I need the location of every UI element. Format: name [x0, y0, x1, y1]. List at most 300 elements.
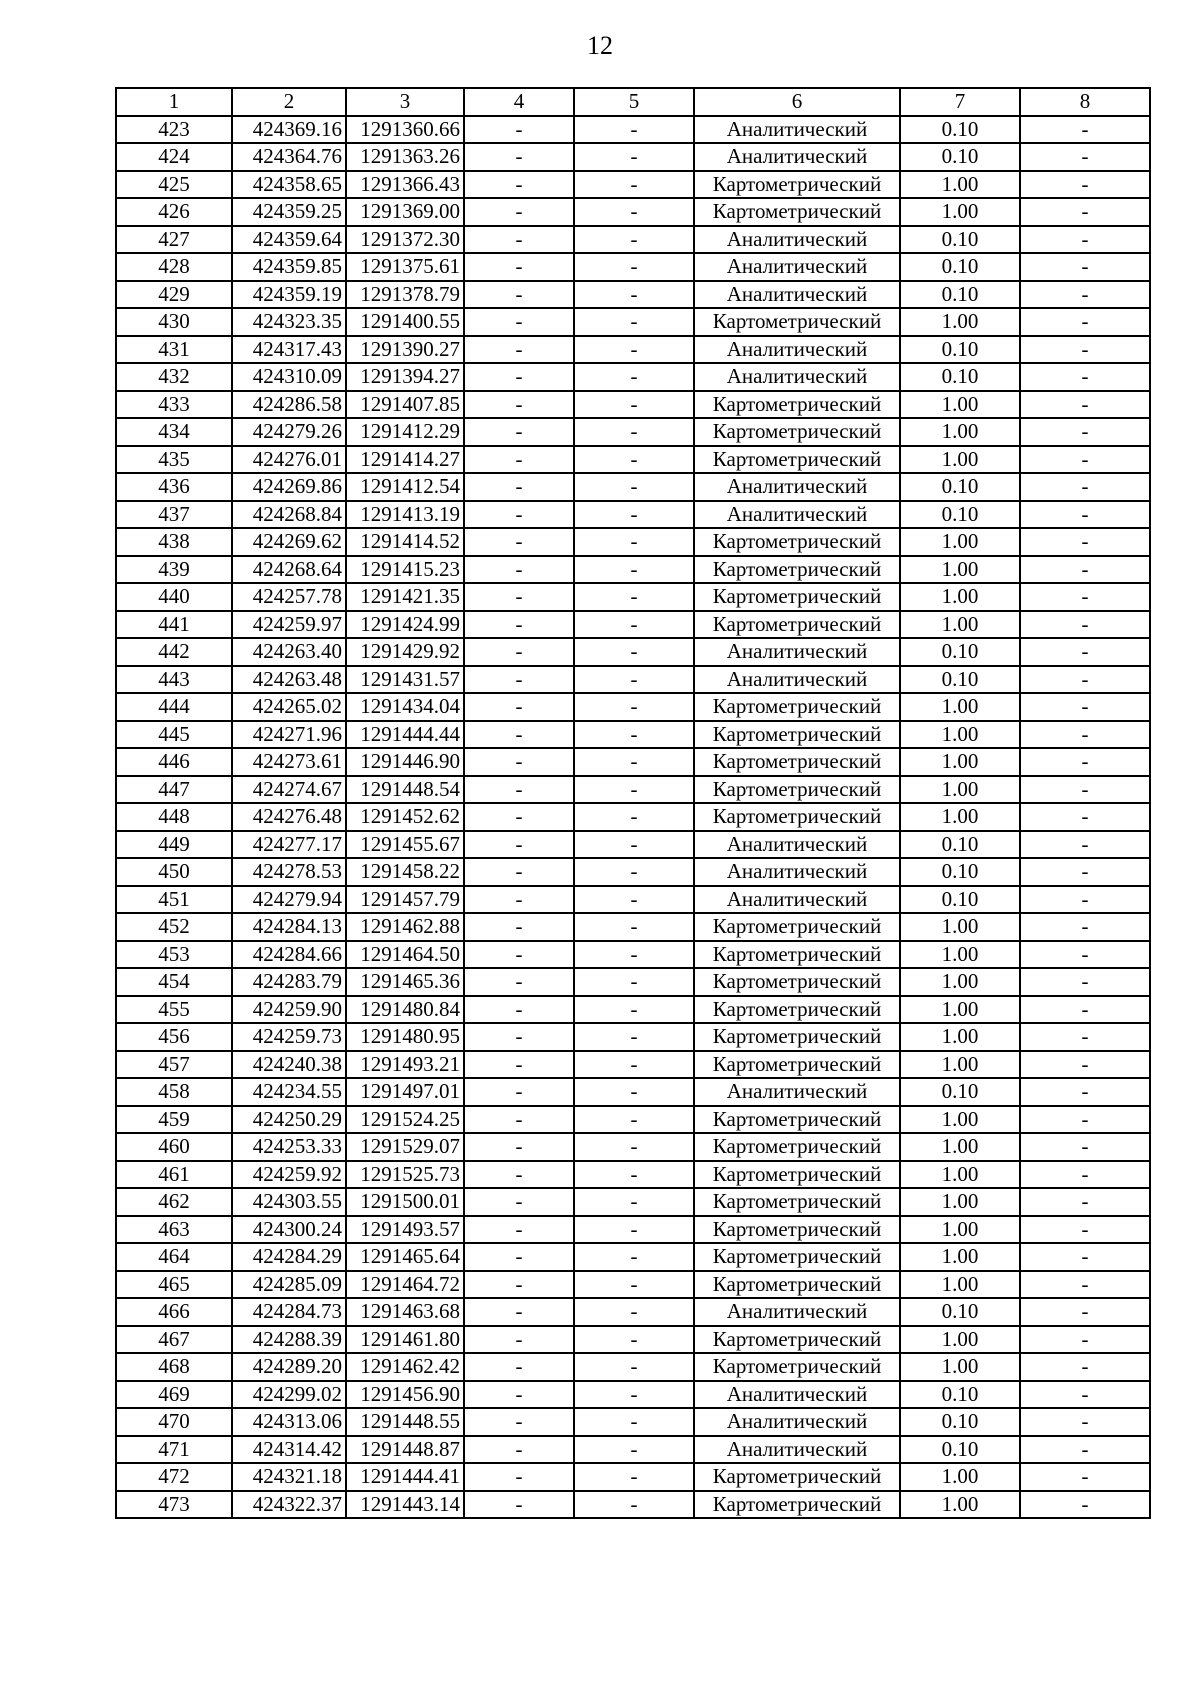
col4-cell: - [464, 858, 574, 886]
col4-cell: - [464, 446, 574, 474]
x-coordinate-cell: 424286.58 [232, 391, 346, 419]
table-row [116, 1491, 1150, 1519]
accuracy-cell: 1.00 [900, 748, 1020, 776]
col4-cell: - [464, 143, 574, 171]
col5-cell: - [574, 446, 694, 474]
x-coordinate-cell: 424300.24 [232, 1216, 346, 1244]
y-coordinate-cell: 1291500.01 [346, 1188, 464, 1216]
accuracy-cell: 0.10 [900, 501, 1020, 529]
accuracy-cell: 1.00 [900, 528, 1020, 556]
table-row [116, 1023, 1150, 1051]
point-number-cell: 439 [116, 556, 232, 584]
accuracy-cell: 1.00 [900, 996, 1020, 1024]
point-number-cell: 424 [116, 143, 232, 171]
col4-cell: - [464, 253, 574, 281]
col8-cell: - [1020, 391, 1150, 419]
method-cell: Картометрический [694, 1161, 900, 1189]
y-coordinate-cell: 1291434.04 [346, 693, 464, 721]
col8-cell: - [1020, 1051, 1150, 1079]
col4-cell: - [464, 1216, 574, 1244]
method-cell: Аналитический [694, 858, 900, 886]
col8-cell: - [1020, 473, 1150, 501]
col4-cell: - [464, 776, 574, 804]
y-coordinate-cell: 1291461.80 [346, 1326, 464, 1354]
y-coordinate-cell: 1291412.29 [346, 418, 464, 446]
col4-cell: - [464, 748, 574, 776]
col8-cell: - [1020, 996, 1150, 1024]
table-row [116, 968, 1150, 996]
method-cell: Аналитический [694, 831, 900, 859]
accuracy-cell: 1.00 [900, 1023, 1020, 1051]
table-row [116, 1188, 1150, 1216]
x-coordinate-cell: 424317.43 [232, 336, 346, 364]
col5-cell: - [574, 1353, 694, 1381]
x-coordinate-cell: 424259.92 [232, 1161, 346, 1189]
point-number-cell: 446 [116, 748, 232, 776]
col4-cell: - [464, 1161, 574, 1189]
y-coordinate-cell: 1291414.52 [346, 528, 464, 556]
y-coordinate-cell: 1291525.73 [346, 1161, 464, 1189]
point-number-cell: 427 [116, 226, 232, 254]
method-cell: Аналитический [694, 281, 900, 309]
col8-cell: - [1020, 941, 1150, 969]
method-cell: Аналитический [694, 1408, 900, 1436]
table-row [116, 776, 1150, 804]
col5-cell: - [574, 253, 694, 281]
point-number-cell: 451 [116, 886, 232, 914]
col8-cell: - [1020, 1298, 1150, 1326]
table-row [116, 913, 1150, 941]
point-number-cell: 471 [116, 1436, 232, 1464]
table-row [116, 528, 1150, 556]
col4-cell: - [464, 1051, 574, 1079]
point-number-cell: 457 [116, 1051, 232, 1079]
accuracy-cell: 1.00 [900, 803, 1020, 831]
accuracy-cell: 1.00 [900, 583, 1020, 611]
accuracy-cell: 0.10 [900, 363, 1020, 391]
point-number-cell: 440 [116, 583, 232, 611]
point-number-cell: 467 [116, 1326, 232, 1354]
page-number: 12 [587, 31, 613, 60]
col4-cell: - [464, 941, 574, 969]
x-coordinate-cell: 424257.78 [232, 583, 346, 611]
col8-cell: - [1020, 1216, 1150, 1244]
method-cell: Картометрический [694, 1271, 900, 1299]
col4-cell: - [464, 1408, 574, 1436]
method-cell: Картометрический [694, 1133, 900, 1161]
accuracy-cell: 0.10 [900, 253, 1020, 281]
point-number-cell: 462 [116, 1188, 232, 1216]
col4-cell: - [464, 1463, 574, 1491]
table-row [116, 446, 1150, 474]
y-coordinate-cell: 1291400.55 [346, 308, 464, 336]
col5-cell: - [574, 363, 694, 391]
table-row [116, 1243, 1150, 1271]
method-cell: Аналитический [694, 253, 900, 281]
accuracy-cell: 0.10 [900, 1436, 1020, 1464]
coordinates-table [115, 87, 1151, 1519]
col4-cell: - [464, 611, 574, 639]
col5-cell: - [574, 1271, 694, 1299]
method-cell: Картометрический [694, 583, 900, 611]
col4-cell: - [464, 1436, 574, 1464]
y-coordinate-cell: 1291414.27 [346, 446, 464, 474]
accuracy-cell: 0.10 [900, 143, 1020, 171]
col5-cell: - [574, 776, 694, 804]
col8-cell: - [1020, 1353, 1150, 1381]
x-coordinate-cell: 424288.39 [232, 1326, 346, 1354]
col5-cell: - [574, 473, 694, 501]
accuracy-cell: 1.00 [900, 1133, 1020, 1161]
point-number-cell: 425 [116, 171, 232, 199]
point-number-cell: 448 [116, 803, 232, 831]
col8-cell: - [1020, 776, 1150, 804]
point-number-cell: 452 [116, 913, 232, 941]
col4-cell: - [464, 1491, 574, 1519]
point-number-cell: 460 [116, 1133, 232, 1161]
col5-cell: - [574, 1051, 694, 1079]
point-number-cell: 437 [116, 501, 232, 529]
point-number-cell: 465 [116, 1271, 232, 1299]
col5-cell: - [574, 198, 694, 226]
col4-cell: - [464, 116, 574, 144]
column-header-2: 2 [232, 88, 346, 116]
table-row [116, 336, 1150, 364]
x-coordinate-cell: 424283.79 [232, 968, 346, 996]
point-number-cell: 433 [116, 391, 232, 419]
point-number-cell: 445 [116, 721, 232, 749]
column-header-7: 7 [900, 88, 1020, 116]
col8-cell: - [1020, 446, 1150, 474]
accuracy-cell: 0.10 [900, 638, 1020, 666]
col5-cell: - [574, 721, 694, 749]
table-row [116, 1463, 1150, 1491]
col4-cell: - [464, 281, 574, 309]
point-number-cell: 473 [116, 1491, 232, 1519]
col4-cell: - [464, 1243, 574, 1271]
col4-cell: - [464, 501, 574, 529]
table-row [116, 226, 1150, 254]
col5-cell: - [574, 528, 694, 556]
accuracy-cell: 1.00 [900, 968, 1020, 996]
table-row [116, 1106, 1150, 1134]
col8-cell: - [1020, 611, 1150, 639]
x-coordinate-cell: 424276.01 [232, 446, 346, 474]
col8-cell: - [1020, 308, 1150, 336]
table-row [116, 1408, 1150, 1436]
y-coordinate-cell: 1291456.90 [346, 1381, 464, 1409]
point-number-cell: 463 [116, 1216, 232, 1244]
col4-cell: - [464, 528, 574, 556]
table-row [116, 281, 1150, 309]
x-coordinate-cell: 424240.38 [232, 1051, 346, 1079]
col5-cell: - [574, 1298, 694, 1326]
table-row [116, 1133, 1150, 1161]
x-coordinate-cell: 424271.96 [232, 721, 346, 749]
y-coordinate-cell: 1291360.66 [346, 116, 464, 144]
col8-cell: - [1020, 198, 1150, 226]
point-number-cell: 443 [116, 666, 232, 694]
method-cell: Аналитический [694, 116, 900, 144]
method-cell: Аналитический [694, 226, 900, 254]
point-number-cell: 432 [116, 363, 232, 391]
method-cell: Аналитический [694, 1381, 900, 1409]
accuracy-cell: 0.10 [900, 831, 1020, 859]
point-number-cell: 454 [116, 968, 232, 996]
col5-cell: - [574, 171, 694, 199]
y-coordinate-cell: 1291448.55 [346, 1408, 464, 1436]
accuracy-cell: 0.10 [900, 1381, 1020, 1409]
col8-cell: - [1020, 1463, 1150, 1491]
table-body [116, 88, 1150, 1518]
y-coordinate-cell: 1291429.92 [346, 638, 464, 666]
accuracy-cell: 1.00 [900, 1353, 1020, 1381]
y-coordinate-cell: 1291452.62 [346, 803, 464, 831]
method-cell: Картометрический [694, 198, 900, 226]
col8-cell: - [1020, 913, 1150, 941]
method-cell: Картометрический [694, 1243, 900, 1271]
y-coordinate-cell: 1291480.95 [346, 1023, 464, 1051]
table-row [116, 831, 1150, 859]
col8-cell: - [1020, 1436, 1150, 1464]
y-coordinate-cell: 1291464.72 [346, 1271, 464, 1299]
method-cell: Картометрический [694, 996, 900, 1024]
accuracy-cell: 1.00 [900, 1243, 1020, 1271]
accuracy-cell: 1.00 [900, 198, 1020, 226]
table-row [116, 996, 1150, 1024]
col5-cell: - [574, 1326, 694, 1354]
method-cell: Картометрический [694, 556, 900, 584]
col4-cell: - [464, 418, 574, 446]
x-coordinate-cell: 424268.84 [232, 501, 346, 529]
y-coordinate-cell: 1291464.50 [346, 941, 464, 969]
point-number-cell: 455 [116, 996, 232, 1024]
col4-cell: - [464, 666, 574, 694]
col5-cell: - [574, 913, 694, 941]
accuracy-cell: 1.00 [900, 171, 1020, 199]
y-coordinate-cell: 1291369.00 [346, 198, 464, 226]
accuracy-cell: 1.00 [900, 1106, 1020, 1134]
table-row [116, 253, 1150, 281]
accuracy-cell: 0.10 [900, 666, 1020, 694]
accuracy-cell: 1.00 [900, 941, 1020, 969]
y-coordinate-cell: 1291415.23 [346, 556, 464, 584]
column-header-3: 3 [346, 88, 464, 116]
table-row [116, 803, 1150, 831]
table-row [116, 941, 1150, 969]
table-row [116, 583, 1150, 611]
x-coordinate-cell: 424250.29 [232, 1106, 346, 1134]
y-coordinate-cell: 1291378.79 [346, 281, 464, 309]
point-number-cell: 442 [116, 638, 232, 666]
col4-cell: - [464, 968, 574, 996]
y-coordinate-cell: 1291455.67 [346, 831, 464, 859]
y-coordinate-cell: 1291424.99 [346, 611, 464, 639]
point-number-cell: 434 [116, 418, 232, 446]
col5-cell: - [574, 1381, 694, 1409]
y-coordinate-cell: 1291443.14 [346, 1491, 464, 1519]
y-coordinate-cell: 1291465.36 [346, 968, 464, 996]
table-row [116, 721, 1150, 749]
x-coordinate-cell: 424289.20 [232, 1353, 346, 1381]
col8-cell: - [1020, 666, 1150, 694]
table-row [116, 1381, 1150, 1409]
method-cell: Картометрический [694, 1353, 900, 1381]
col8-cell: - [1020, 1271, 1150, 1299]
col8-cell: - [1020, 1491, 1150, 1519]
method-cell: Картометрический [694, 721, 900, 749]
col5-cell: - [574, 886, 694, 914]
col5-cell: - [574, 941, 694, 969]
x-coordinate-cell: 424323.35 [232, 308, 346, 336]
y-coordinate-cell: 1291493.21 [346, 1051, 464, 1079]
y-coordinate-cell: 1291497.01 [346, 1078, 464, 1106]
col5-cell: - [574, 1188, 694, 1216]
col8-cell: - [1020, 1161, 1150, 1189]
y-coordinate-cell: 1291529.07 [346, 1133, 464, 1161]
table-row [116, 611, 1150, 639]
x-coordinate-cell: 424369.16 [232, 116, 346, 144]
y-coordinate-cell: 1291462.42 [346, 1353, 464, 1381]
y-coordinate-cell: 1291444.41 [346, 1463, 464, 1491]
col4-cell: - [464, 1133, 574, 1161]
x-coordinate-cell: 424359.64 [232, 226, 346, 254]
col8-cell: - [1020, 556, 1150, 584]
x-coordinate-cell: 424234.55 [232, 1078, 346, 1106]
method-cell: Картометрический [694, 171, 900, 199]
col4-cell: - [464, 1381, 574, 1409]
table-row [116, 1078, 1150, 1106]
col8-cell: - [1020, 1133, 1150, 1161]
accuracy-cell: 0.10 [900, 886, 1020, 914]
method-cell: Картометрический [694, 528, 900, 556]
accuracy-cell: 1.00 [900, 1161, 1020, 1189]
x-coordinate-cell: 424284.66 [232, 941, 346, 969]
col5-cell: - [574, 1243, 694, 1271]
method-cell: Картометрический [694, 693, 900, 721]
col5-cell: - [574, 1491, 694, 1519]
col8-cell: - [1020, 1408, 1150, 1436]
col8-cell: - [1020, 831, 1150, 859]
table-row [116, 666, 1150, 694]
col4-cell: - [464, 1326, 574, 1354]
column-header-1: 1 [116, 88, 232, 116]
accuracy-cell: 0.10 [900, 1408, 1020, 1436]
col8-cell: - [1020, 226, 1150, 254]
col4-cell: - [464, 583, 574, 611]
method-cell: Картометрический [694, 913, 900, 941]
method-cell: Аналитический [694, 1298, 900, 1326]
x-coordinate-cell: 424263.40 [232, 638, 346, 666]
accuracy-cell: 1.00 [900, 611, 1020, 639]
x-coordinate-cell: 424269.62 [232, 528, 346, 556]
col4-cell: - [464, 886, 574, 914]
table-row [116, 556, 1150, 584]
column-header-6: 6 [694, 88, 900, 116]
point-number-cell: 438 [116, 528, 232, 556]
y-coordinate-cell: 1291448.87 [346, 1436, 464, 1464]
col8-cell: - [1020, 171, 1150, 199]
point-number-cell: 464 [116, 1243, 232, 1271]
col8-cell: - [1020, 1188, 1150, 1216]
col5-cell: - [574, 638, 694, 666]
table-row [116, 1051, 1150, 1079]
col5-cell: - [574, 281, 694, 309]
method-cell: Картометрический [694, 941, 900, 969]
point-number-cell: 468 [116, 1353, 232, 1381]
col8-cell: - [1020, 858, 1150, 886]
accuracy-cell: 1.00 [900, 418, 1020, 446]
x-coordinate-cell: 424273.61 [232, 748, 346, 776]
col5-cell: - [574, 418, 694, 446]
x-coordinate-cell: 424253.33 [232, 1133, 346, 1161]
method-cell: Аналитический [694, 666, 900, 694]
y-coordinate-cell: 1291480.84 [346, 996, 464, 1024]
col8-cell: - [1020, 721, 1150, 749]
col5-cell: - [574, 226, 694, 254]
x-coordinate-cell: 424310.09 [232, 363, 346, 391]
col4-cell: - [464, 1188, 574, 1216]
col4-cell: - [464, 1078, 574, 1106]
method-cell: Аналитический [694, 1078, 900, 1106]
col4-cell: - [464, 336, 574, 364]
accuracy-cell: 1.00 [900, 391, 1020, 419]
method-cell: Картометрический [694, 803, 900, 831]
col4-cell: - [464, 556, 574, 584]
method-cell: Картометрический [694, 446, 900, 474]
x-coordinate-cell: 424359.19 [232, 281, 346, 309]
x-coordinate-cell: 424285.09 [232, 1271, 346, 1299]
table-row [116, 886, 1150, 914]
table-row [116, 116, 1150, 144]
method-cell: Картометрический [694, 1216, 900, 1244]
col8-cell: - [1020, 803, 1150, 831]
accuracy-cell: 1.00 [900, 556, 1020, 584]
point-number-cell: 430 [116, 308, 232, 336]
method-cell: Аналитический [694, 143, 900, 171]
x-coordinate-cell: 424277.17 [232, 831, 346, 859]
column-header-5: 5 [574, 88, 694, 116]
x-coordinate-cell: 424259.73 [232, 1023, 346, 1051]
accuracy-cell: 0.10 [900, 473, 1020, 501]
table-row [116, 1271, 1150, 1299]
accuracy-cell: 1.00 [900, 1491, 1020, 1519]
point-number-cell: 470 [116, 1408, 232, 1436]
method-cell: Картометрический [694, 1188, 900, 1216]
y-coordinate-cell: 1291431.57 [346, 666, 464, 694]
col4-cell: - [464, 308, 574, 336]
point-number-cell: 435 [116, 446, 232, 474]
y-coordinate-cell: 1291448.54 [346, 776, 464, 804]
accuracy-cell: 1.00 [900, 1326, 1020, 1354]
col8-cell: - [1020, 693, 1150, 721]
method-cell: Аналитический [694, 1436, 900, 1464]
col8-cell: - [1020, 1326, 1150, 1354]
x-coordinate-cell: 424358.65 [232, 171, 346, 199]
accuracy-cell: 1.00 [900, 1051, 1020, 1079]
col5-cell: - [574, 1106, 694, 1134]
point-number-cell: 466 [116, 1298, 232, 1326]
point-number-cell: 461 [116, 1161, 232, 1189]
method-cell: Картометрический [694, 1326, 900, 1354]
col5-cell: - [574, 1133, 694, 1161]
method-cell: Картометрический [694, 611, 900, 639]
point-number-cell: 431 [116, 336, 232, 364]
col8-cell: - [1020, 418, 1150, 446]
x-coordinate-cell: 424284.29 [232, 1243, 346, 1271]
col5-cell: - [574, 666, 694, 694]
col5-cell: - [574, 1078, 694, 1106]
